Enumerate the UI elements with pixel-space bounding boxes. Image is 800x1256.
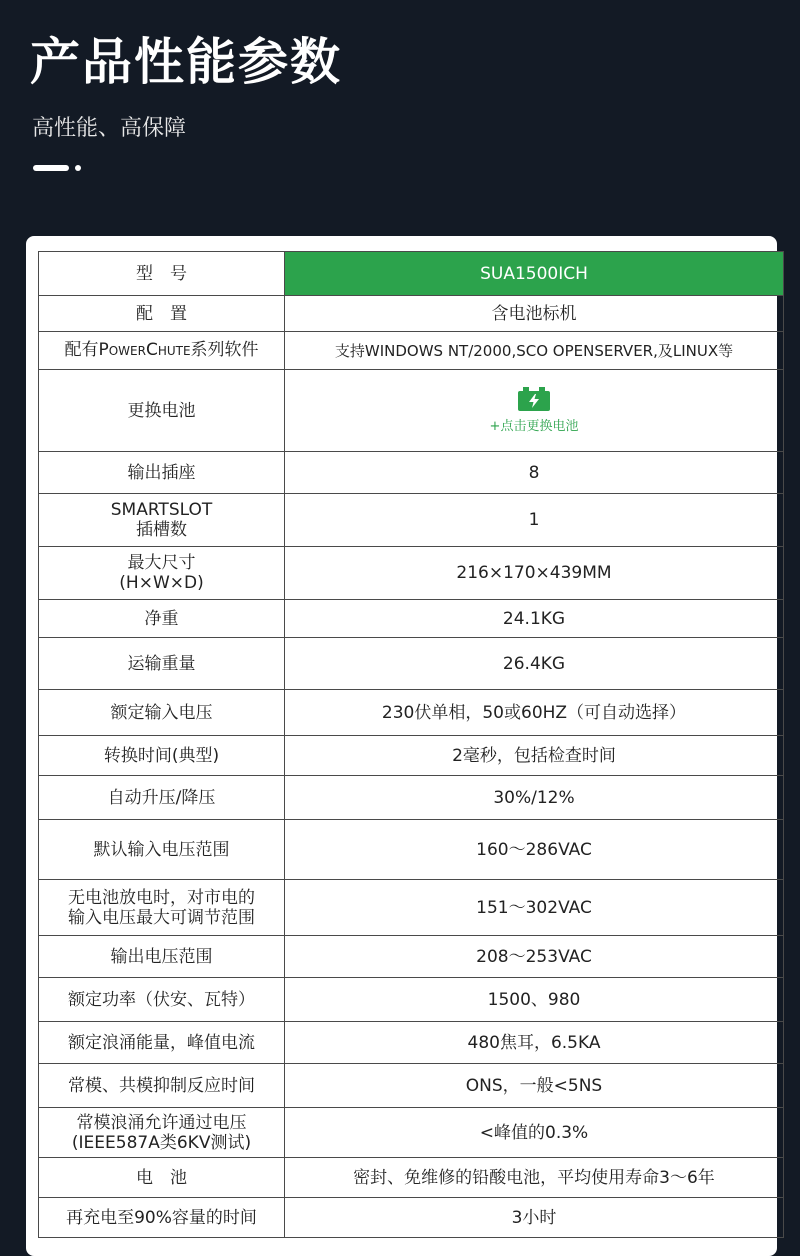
spec-value: 216×170×439MM bbox=[285, 547, 784, 600]
spec-label: SMARTSLOT 插槽数 bbox=[39, 494, 285, 547]
table-row bbox=[39, 936, 784, 978]
table-row bbox=[39, 690, 784, 736]
spec-card bbox=[26, 236, 777, 1256]
table-row-model bbox=[39, 252, 784, 296]
page-title: 产品性能参数 bbox=[30, 33, 342, 91]
spec-value: <峰值的0.3% bbox=[285, 1108, 784, 1158]
spec-value: 208～253VAC bbox=[285, 936, 784, 978]
spec-label: 无电池放电时，对市电的 输入电压最大可调节范围 bbox=[39, 880, 285, 936]
spec-label: 运输重量 bbox=[39, 638, 285, 690]
spec-value: 3小时 bbox=[285, 1198, 784, 1238]
table-row bbox=[39, 776, 784, 820]
spec-label: 电 池 bbox=[39, 1158, 285, 1198]
spec-value: 30%/12% bbox=[285, 776, 784, 820]
decorative-divider-dot bbox=[75, 165, 81, 171]
software-label-hute: HUTE bbox=[157, 344, 191, 358]
spec-label: 转换时间(典型) bbox=[39, 736, 285, 776]
table-row bbox=[39, 1064, 784, 1108]
table-row-battery-replace bbox=[39, 370, 784, 452]
battery-replace-label: 更换电池 bbox=[39, 370, 285, 452]
table-row bbox=[39, 1022, 784, 1064]
table-row-software bbox=[39, 332, 784, 370]
spec-label: 常模浪涌允许通过电压 (IEEE587A类6KV测试) bbox=[39, 1108, 285, 1158]
spec-label: 额定功率（伏安、瓦特） bbox=[39, 978, 285, 1022]
spec-value: 2毫秒，包括检查时间 bbox=[285, 736, 784, 776]
table-row bbox=[39, 452, 784, 494]
spec-label: 再充电至90%容量的时间 bbox=[39, 1198, 285, 1238]
config-value: 含电池标机 bbox=[285, 296, 784, 332]
table-row bbox=[39, 1158, 784, 1198]
spec-value: 密封、免维修的铅酸电池，平均使用寿命3～6年 bbox=[285, 1158, 784, 1198]
software-value: 支持WINDOWS NT/2000,SCO OPENSERVER,及LINUX等 bbox=[285, 332, 784, 370]
spec-label: 输出电压范围 bbox=[39, 936, 285, 978]
table-row bbox=[39, 1108, 784, 1158]
software-label-ower: OWER bbox=[108, 344, 146, 358]
model-label: 型 号 bbox=[39, 252, 285, 296]
table-row bbox=[39, 880, 784, 936]
spec-table bbox=[38, 251, 784, 1238]
software-label bbox=[39, 332, 285, 370]
spec-value: 151～302VAC bbox=[285, 880, 784, 936]
page-subtitle: 高性能、高保障 bbox=[32, 116, 187, 141]
spec-value: 160～286VAC bbox=[285, 820, 784, 880]
spec-label: 自动升压/降压 bbox=[39, 776, 285, 820]
spec-label: 净重 bbox=[39, 600, 285, 638]
table-row bbox=[39, 600, 784, 638]
spec-value: 1500、980 bbox=[285, 978, 784, 1022]
spec-label: 额定输入电压 bbox=[39, 690, 285, 736]
replace-battery-link[interactable]: +点击更换电池 bbox=[489, 418, 579, 434]
software-label-prefix: 配有 bbox=[64, 340, 99, 360]
software-label-p: P bbox=[98, 340, 109, 360]
spec-value: ONS，一般<5NS bbox=[285, 1064, 784, 1108]
spec-label: 默认输入电压范围 bbox=[39, 820, 285, 880]
spec-value: 8 bbox=[285, 452, 784, 494]
battery-replace-cell[interactable] bbox=[285, 370, 784, 452]
table-row bbox=[39, 978, 784, 1022]
spec-value: 230伏单相，50或60HZ（可自动选择） bbox=[285, 690, 784, 736]
table-row-config bbox=[39, 296, 784, 332]
spec-value: 480焦耳，6.5KA bbox=[285, 1022, 784, 1064]
table-row bbox=[39, 1198, 784, 1238]
model-value: SUA1500ICH bbox=[285, 252, 784, 296]
table-row bbox=[39, 820, 784, 880]
table-row bbox=[39, 736, 784, 776]
software-label-c: C bbox=[145, 340, 158, 360]
spec-value: 24.1KG bbox=[285, 600, 784, 638]
table-row bbox=[39, 638, 784, 690]
spec-label: 额定浪涌能量，峰值电流 bbox=[39, 1022, 285, 1064]
software-label-suffix: 系列软件 bbox=[190, 340, 259, 360]
spec-value: 26.4KG bbox=[285, 638, 784, 690]
table-row bbox=[39, 494, 784, 547]
spec-label: 输出插座 bbox=[39, 452, 285, 494]
table-row bbox=[39, 547, 784, 600]
spec-value: 1 bbox=[285, 494, 784, 547]
battery-charge-icon[interactable] bbox=[518, 387, 550, 411]
decorative-divider-bar bbox=[33, 165, 69, 171]
spec-label: 最大尺寸 (H×W×D) bbox=[39, 547, 285, 600]
spec-label: 常模、共模抑制反应时间 bbox=[39, 1064, 285, 1108]
config-label: 配 置 bbox=[39, 296, 285, 332]
